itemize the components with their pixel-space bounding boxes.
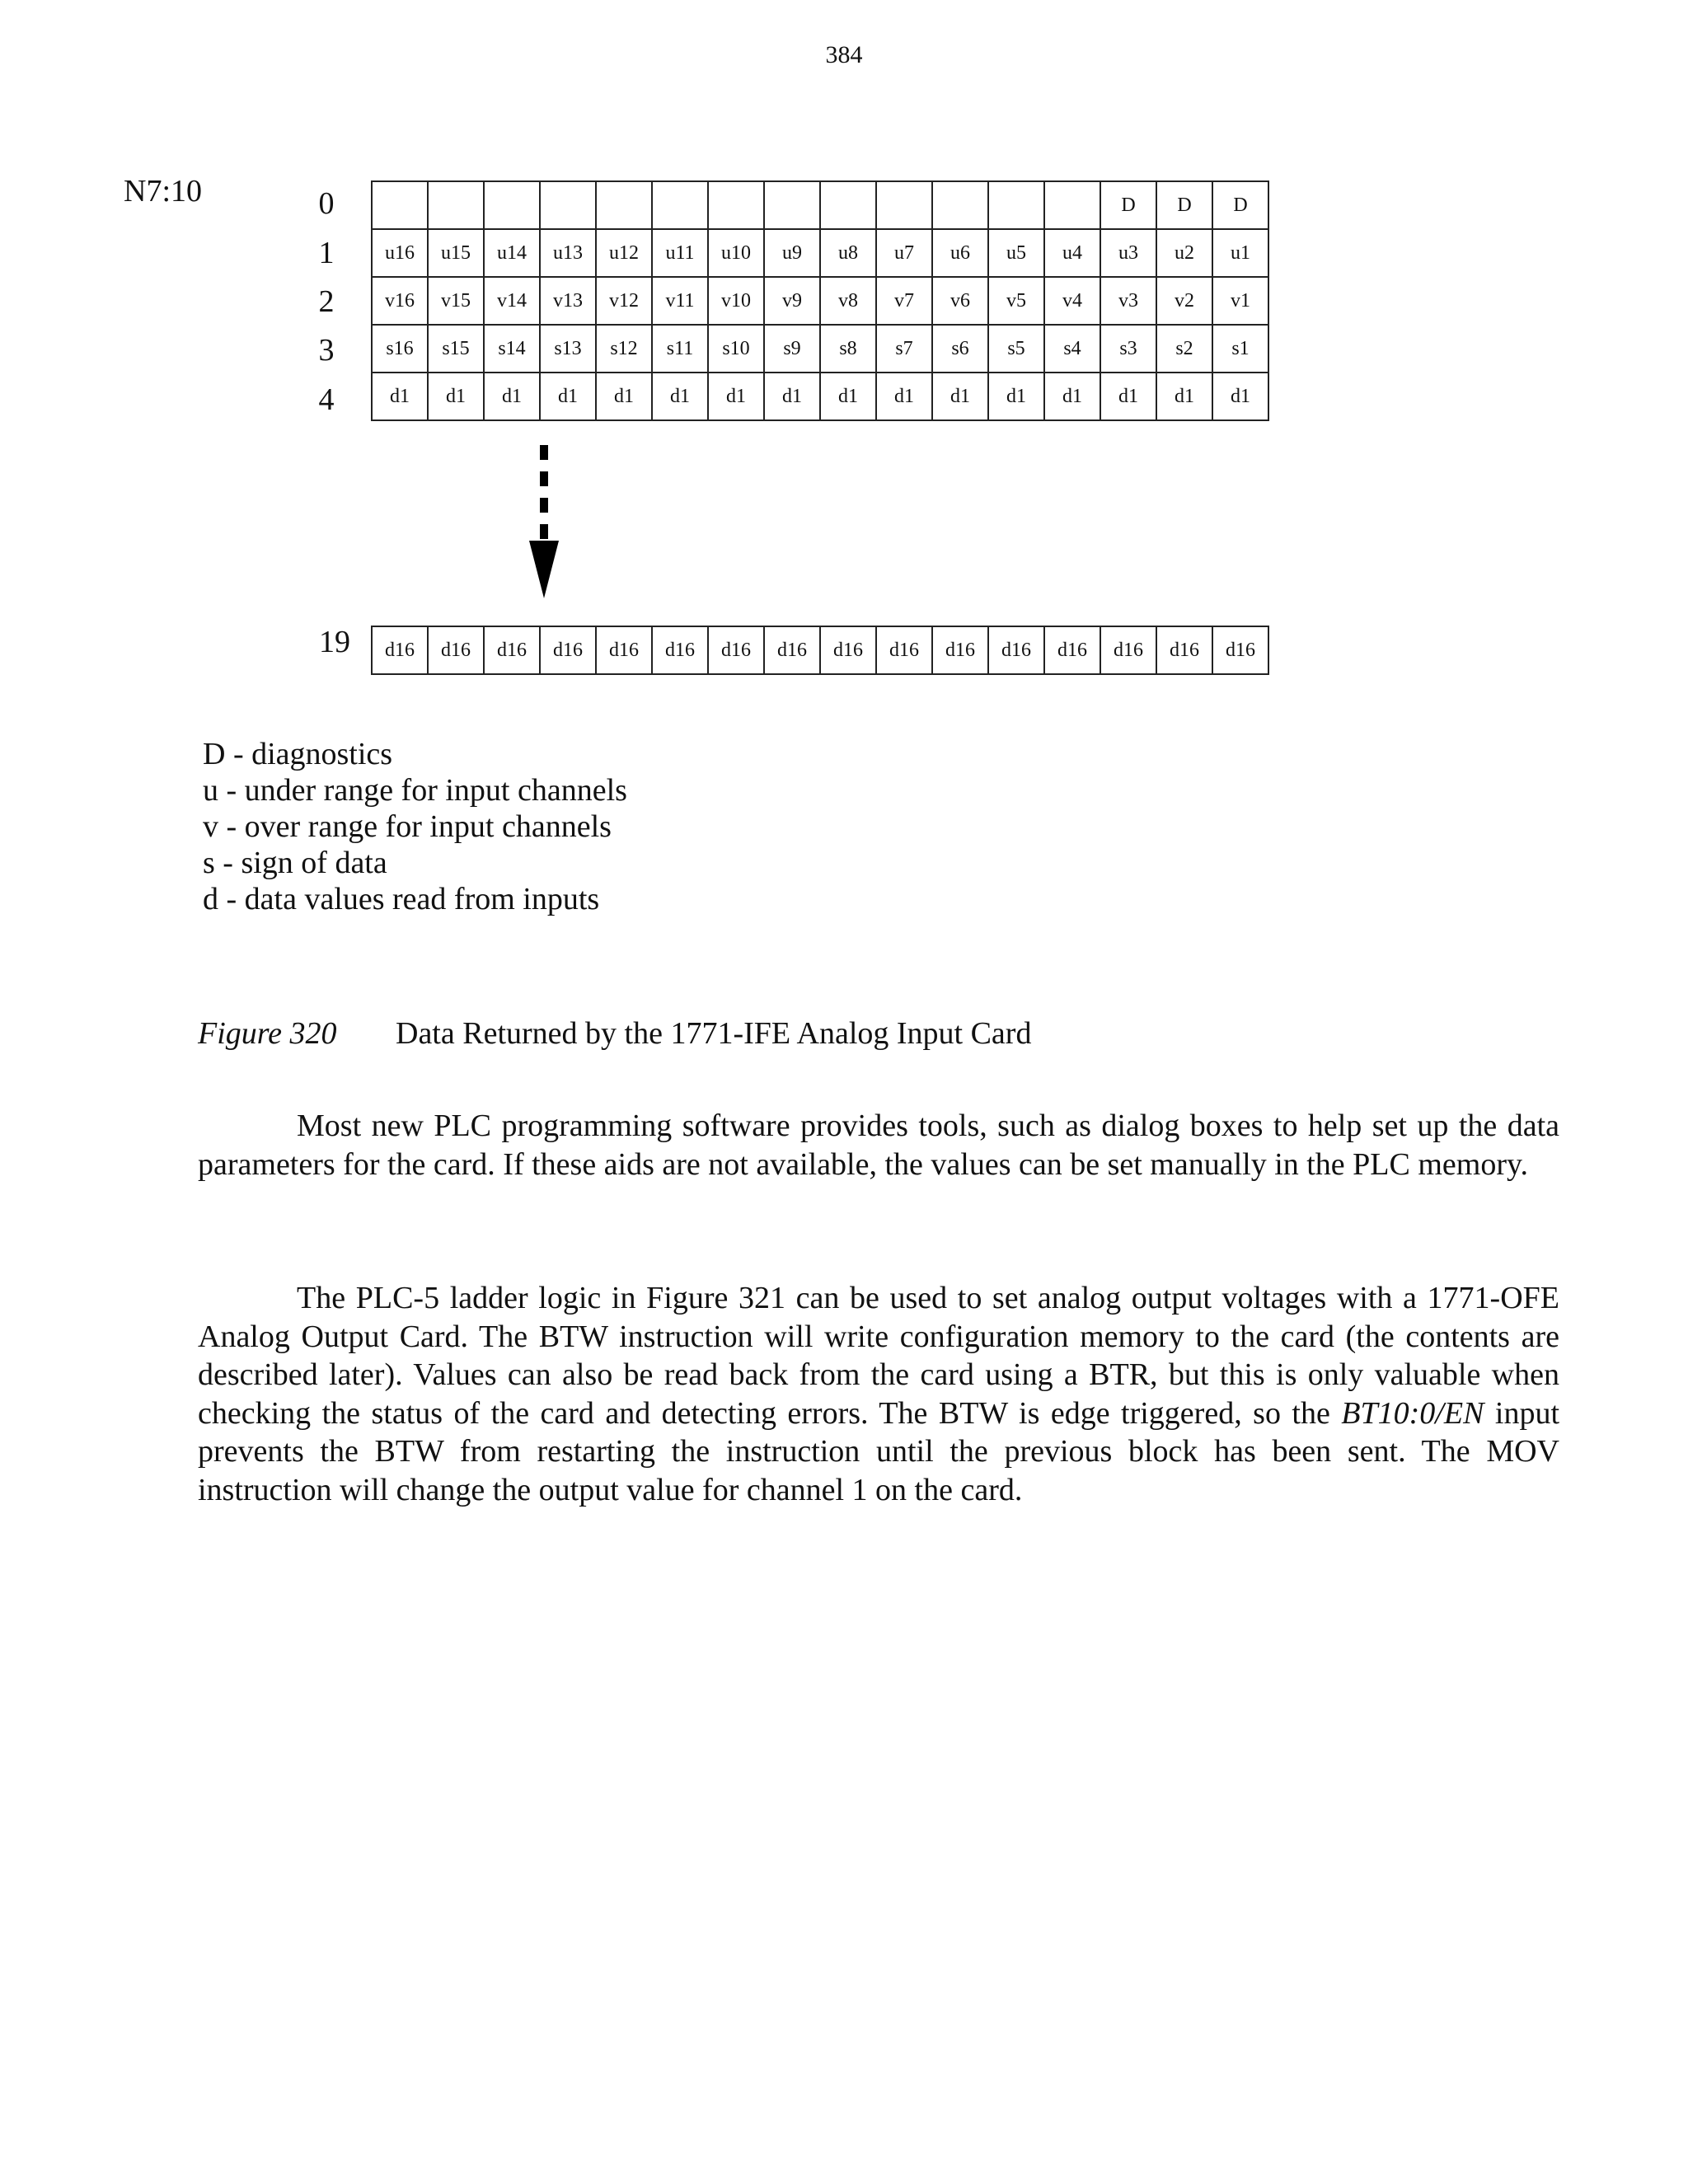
bit-cell: d16 <box>1156 626 1212 674</box>
bit-cell: u10 <box>708 229 764 277</box>
bit-cell: d1 <box>1212 373 1268 420</box>
bit-cell: d16 <box>876 626 932 674</box>
bit-cell: v12 <box>596 277 652 325</box>
bit-cell: s14 <box>484 325 540 373</box>
bit-cell: d1 <box>372 373 428 420</box>
bit-cell: d16 <box>988 626 1044 674</box>
bit-cell: d1 <box>1100 373 1156 420</box>
bit-cell: u8 <box>820 229 876 277</box>
body-paragraph-1 <box>198 1107 1559 1183</box>
bit-cell: v14 <box>484 277 540 325</box>
word-row-0 <box>372 181 1268 229</box>
bit-cell <box>876 181 932 229</box>
bit-cell: u6 <box>932 229 988 277</box>
bit-cell <box>652 181 708 229</box>
bit-cell: d1 <box>652 373 708 420</box>
bit-cell: u5 <box>988 229 1044 277</box>
bit-cell: u7 <box>876 229 932 277</box>
bit-cell: D <box>1156 181 1212 229</box>
paragraph-1-text: Most new PLC programming software provides tools, such as dialog boxes to help set up the data parameters for the card. If these aids are not available, the values can be set manually in the PLC memory. <box>198 1108 1559 1182</box>
word-row-2 <box>372 277 1268 325</box>
legend-item-data: d - data values read from inputs <box>203 882 600 916</box>
bit-cell: d1 <box>540 373 596 420</box>
row-label-3: 3 <box>318 333 335 368</box>
block-address-label: N7:10 <box>124 174 202 209</box>
bit-cell <box>988 181 1044 229</box>
bit-cell: v3 <box>1100 277 1156 325</box>
bit-cell <box>820 181 876 229</box>
bit-cell <box>932 181 988 229</box>
bit-cell: D <box>1100 181 1156 229</box>
bit-cell: u2 <box>1156 229 1212 277</box>
bit-cell: v5 <box>988 277 1044 325</box>
bit-cell: s8 <box>820 325 876 373</box>
figure-title: Data Returned by the 1771-IFE Analog Input Card <box>396 1016 1032 1051</box>
bit-cell: u13 <box>540 229 596 277</box>
bit-cell: d1 <box>428 373 484 420</box>
figure-legend <box>203 736 627 917</box>
bit-cell: d16 <box>708 626 764 674</box>
bit-cell: d16 <box>764 626 820 674</box>
bit-cell: d1 <box>708 373 764 420</box>
bit-cell: v2 <box>1156 277 1212 325</box>
bit-cell: u4 <box>1044 229 1100 277</box>
legend-item-sign: s - sign of data <box>203 846 387 880</box>
bit-cell: d16 <box>596 626 652 674</box>
bit-cell: u14 <box>484 229 540 277</box>
bit-cell: s12 <box>596 325 652 373</box>
bit-cell: u3 <box>1100 229 1156 277</box>
bit-cell: d1 <box>1044 373 1100 420</box>
bit-cell: d16 <box>372 626 428 674</box>
bit-cell <box>540 181 596 229</box>
word-table-row-19 <box>371 626 1269 675</box>
bit-cell: v6 <box>932 277 988 325</box>
figure-number: Figure 320 <box>198 1016 337 1051</box>
bit-cell: d1 <box>1156 373 1212 420</box>
bit-cell: d1 <box>484 373 540 420</box>
row-label-1: 1 <box>318 236 335 270</box>
paragraph-2-text-a: The PLC-5 ladder logic in Figure 321 can be used to set analog output voltages with a 1771-OFE Analog Output Card. The BTW instruction will write configuration memory to the card (the contents are described later). Values can also be read back from the card using a BTR, but this is only valuable when checking the status of the card and detecting errors. The BTW is edge triggered, so the <box>198 1281 1559 1431</box>
page-number: 384 <box>825 41 863 68</box>
row-label-0: 0 <box>318 186 335 221</box>
bit-cell: D <box>1212 181 1268 229</box>
bit-cell: d1 <box>988 373 1044 420</box>
bit-cell <box>596 181 652 229</box>
bit-cell: s1 <box>1212 325 1268 373</box>
bit-cell: d1 <box>820 373 876 420</box>
paragraph-2-emphasis: BT10:0/EN <box>1341 1395 1484 1431</box>
word-row-1 <box>372 229 1268 277</box>
bit-cell <box>764 181 820 229</box>
bit-cell <box>708 181 764 229</box>
row-label-4: 4 <box>318 382 335 417</box>
bit-cell: s9 <box>764 325 820 373</box>
bit-cell: d16 <box>428 626 484 674</box>
bit-cell: d1 <box>876 373 932 420</box>
figure-caption <box>198 1015 1031 1052</box>
bit-cell: d16 <box>932 626 988 674</box>
bit-cell <box>484 181 540 229</box>
bit-cell: v7 <box>876 277 932 325</box>
legend-item-under-range: u - under range for input channels <box>203 773 627 808</box>
bit-cell: d16 <box>820 626 876 674</box>
bit-cell: s2 <box>1156 325 1212 373</box>
continuation-arrow-icon <box>519 445 569 602</box>
bit-cell: u12 <box>596 229 652 277</box>
bit-cell: s15 <box>428 325 484 373</box>
bit-cell: d16 <box>1100 626 1156 674</box>
bit-cell: v13 <box>540 277 596 325</box>
bit-cell: u1 <box>1212 229 1268 277</box>
bit-cell: s10 <box>708 325 764 373</box>
bit-cell <box>372 181 428 229</box>
row-label-2: 2 <box>318 284 335 319</box>
row-label-19: 19 <box>319 625 350 659</box>
bit-cell: d1 <box>596 373 652 420</box>
bit-cell: s7 <box>876 325 932 373</box>
word-row-19 <box>372 626 1268 674</box>
bit-cell: s6 <box>932 325 988 373</box>
paragraph-2-text-b: input prevents the BTW from restarting the instruction until the previous block has been sent. The MOV instruction will change the output value for channel 1 on the card. <box>198 1395 1559 1507</box>
word-table-rows-0-4 <box>371 180 1269 421</box>
bit-cell: s11 <box>652 325 708 373</box>
bit-cell: d16 <box>484 626 540 674</box>
bit-cell: v4 <box>1044 277 1100 325</box>
bit-cell: d1 <box>932 373 988 420</box>
bit-cell: d16 <box>540 626 596 674</box>
bit-cell: s16 <box>372 325 428 373</box>
bit-cell: v1 <box>1212 277 1268 325</box>
bit-cell: u16 <box>372 229 428 277</box>
bit-cell: v16 <box>372 277 428 325</box>
legend-item-diagnostics: D - diagnostics <box>203 737 393 771</box>
bit-cell: v10 <box>708 277 764 325</box>
bit-cell: d16 <box>1212 626 1268 674</box>
word-row-4 <box>372 373 1268 420</box>
bit-cell: s4 <box>1044 325 1100 373</box>
bit-cell: s3 <box>1100 325 1156 373</box>
bit-cell: u11 <box>652 229 708 277</box>
bit-cell <box>1044 181 1100 229</box>
bit-cell: s13 <box>540 325 596 373</box>
body-paragraph-2 <box>198 1279 1559 1509</box>
bit-cell: u15 <box>428 229 484 277</box>
bit-cell: s5 <box>988 325 1044 373</box>
bit-cell: v9 <box>764 277 820 325</box>
legend-item-over-range: v - over range for input channels <box>203 809 612 844</box>
bit-cell <box>428 181 484 229</box>
bit-cell: d1 <box>764 373 820 420</box>
word-row-3 <box>372 325 1268 373</box>
bit-cell: d16 <box>652 626 708 674</box>
bit-cell: u9 <box>764 229 820 277</box>
bit-cell: v8 <box>820 277 876 325</box>
bit-cell: d16 <box>1044 626 1100 674</box>
bit-cell: v11 <box>652 277 708 325</box>
bit-cell: v15 <box>428 277 484 325</box>
